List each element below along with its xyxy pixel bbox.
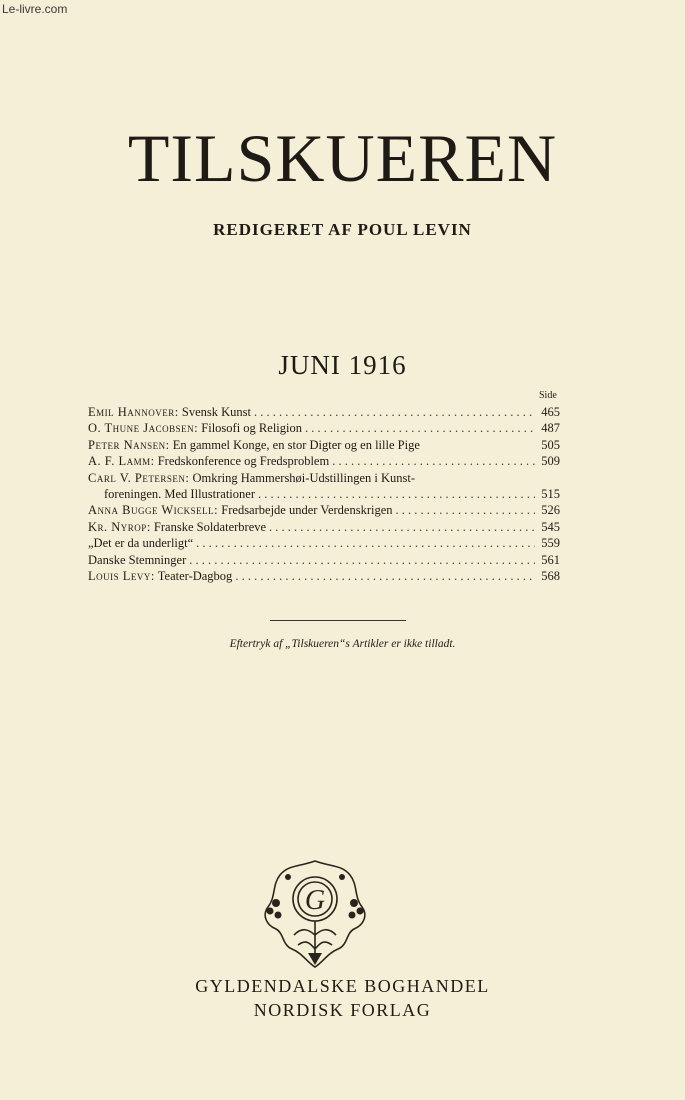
toc-entry bbox=[88, 453, 560, 469]
toc-page-number: 487 bbox=[541, 421, 560, 436]
leader-dots bbox=[305, 420, 535, 436]
toc-title: Omkring Hammershøi-Udstillingen i Kunst- bbox=[192, 470, 415, 485]
emblem-letter: G bbox=[304, 885, 326, 916]
issue-date: JUNI 1916 bbox=[278, 350, 407, 380]
publisher bbox=[0, 974, 685, 1022]
leader-dots bbox=[269, 519, 535, 535]
toc-author: Carl V. Petersen: bbox=[88, 470, 190, 485]
leader-dots bbox=[332, 453, 535, 469]
toc-entry bbox=[88, 420, 560, 436]
toc-author: Louis Levy: bbox=[88, 569, 155, 584]
magazine-title: TILSKUEREN bbox=[127, 120, 558, 196]
publisher-imprint: NORDISK FORLAG bbox=[253, 1000, 432, 1020]
toc-page-number: 559 bbox=[541, 536, 560, 551]
toc-title: „Det er da underligt“ bbox=[88, 536, 194, 551]
toc-author: Peter Nansen: bbox=[88, 437, 170, 452]
divider-rule bbox=[270, 620, 406, 621]
toc-entry bbox=[88, 519, 560, 535]
leader-dots bbox=[258, 486, 535, 502]
toc-title: Franske Soldaterbreve bbox=[153, 519, 267, 534]
toc-entry bbox=[88, 552, 560, 568]
toc-title: Fredsarbejde under Verdenskrigen bbox=[221, 503, 393, 518]
toc-page-number: 545 bbox=[541, 519, 560, 534]
toc-entry bbox=[88, 502, 560, 518]
toc-page-number: 465 bbox=[541, 405, 560, 419]
toc-page-number: 509 bbox=[541, 454, 560, 469]
toc-entry bbox=[88, 437, 560, 453]
publisher-emblem-icon bbox=[258, 857, 372, 971]
toc-page-number: 561 bbox=[541, 552, 560, 567]
leader-dots bbox=[254, 404, 535, 420]
watermark: Le-livre.com bbox=[2, 2, 68, 16]
editor-line: REDIGERET AF POUL LEVIN bbox=[213, 220, 472, 239]
toc-author: Emil Hannover: bbox=[88, 405, 179, 419]
leader-dots bbox=[235, 568, 535, 584]
leader-dots bbox=[196, 535, 535, 551]
toc-title-continuation: foreningen. Med Illustrationer bbox=[104, 487, 255, 502]
leader-dots bbox=[396, 502, 535, 518]
toc-title: Svensk Kunst bbox=[181, 405, 251, 419]
toc-entry-continuation bbox=[88, 486, 560, 502]
toc-author: Anna Bugge Wicksell: bbox=[88, 503, 219, 518]
page-column-label: Side bbox=[539, 390, 557, 401]
toc-title: Teater-Dagbog bbox=[157, 569, 233, 584]
publisher-name: GYLDENDALSKE BOGHANDEL bbox=[195, 976, 490, 996]
toc-page-number: 505 bbox=[541, 437, 560, 452]
toc-author: O. Thune Jacobsen: bbox=[88, 421, 199, 436]
reprint-notice: Eftertryk af „Tilskueren“s Artikler er ikke tilladt. bbox=[229, 638, 456, 650]
toc-title: En gammel Konge, en stor Digter og en lille Pige bbox=[172, 437, 420, 452]
table-of-contents bbox=[88, 404, 560, 584]
toc-entry bbox=[88, 470, 560, 486]
toc-title: Filosofi og Religion bbox=[201, 421, 302, 436]
toc-page-number: 568 bbox=[541, 569, 560, 584]
toc-author: Kr. Nyrop: bbox=[88, 519, 151, 534]
leader-dots bbox=[189, 552, 535, 568]
toc-page-number: 526 bbox=[541, 503, 560, 518]
toc-author: A. F. Lamm: bbox=[88, 454, 155, 469]
toc-entry bbox=[88, 568, 560, 584]
toc-title: Danske Stemninger bbox=[88, 552, 187, 567]
toc-page-number: 515 bbox=[541, 487, 560, 502]
toc-title: Fredskonference og Fredsproblem bbox=[157, 454, 330, 469]
toc-entry bbox=[88, 535, 560, 551]
toc-entry bbox=[88, 404, 560, 420]
